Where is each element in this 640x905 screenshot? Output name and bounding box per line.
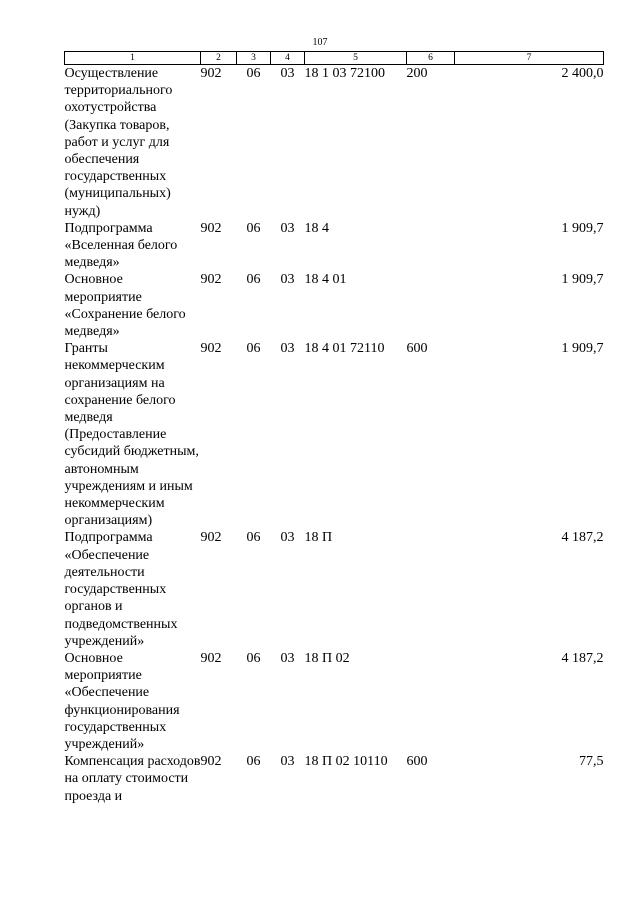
row-sum: 1 909,7 bbox=[561, 220, 604, 236]
row-subsection: 03 bbox=[280, 272, 295, 288]
table-header bbox=[65, 52, 604, 65]
row-section: 06 bbox=[246, 66, 261, 81]
row-name: Компенсация расходов на оплату стоимости проезда и bbox=[64, 754, 201, 804]
row-subsection: 03 bbox=[280, 754, 295, 770]
table-row bbox=[65, 529, 604, 649]
row-section: 06 bbox=[246, 220, 261, 236]
row-expense-type bbox=[407, 220, 455, 272]
table-body bbox=[65, 65, 604, 805]
row-section: 06 bbox=[246, 530, 261, 546]
row-target-article: 18 4 01 72110 bbox=[304, 341, 385, 357]
row-name: Подпрограмма «Обеспечение деятельности государственных органов и подведомственных учреждений» bbox=[64, 530, 178, 649]
row-expense-type: 600 bbox=[406, 341, 428, 357]
row-target-article: 18 4 bbox=[304, 220, 329, 236]
row-admin-code: 902 bbox=[200, 66, 222, 81]
row-admin-code: 902 bbox=[200, 341, 222, 357]
row-expense-type: 200 bbox=[406, 66, 428, 81]
row-target-article: 18 П 02 10110 bbox=[304, 754, 388, 770]
row-target-article: 18 П bbox=[304, 530, 333, 546]
row-section: 06 bbox=[246, 650, 261, 666]
row-sum: 1 909,7 bbox=[561, 272, 604, 288]
row-subsection: 03 bbox=[280, 530, 295, 546]
header-col-1: 1 bbox=[65, 52, 201, 65]
header-row bbox=[65, 52, 604, 65]
row-admin-code: 902 bbox=[200, 530, 222, 546]
row-admin-code: 902 bbox=[200, 272, 222, 288]
row-expense-type: 600 bbox=[406, 754, 428, 770]
row-sum: 77,5 bbox=[579, 754, 604, 770]
row-name: Основное мероприятие «Обеспечение функционирования государственных учреждений» bbox=[64, 650, 180, 752]
page-number: 107 bbox=[312, 37, 328, 48]
row-expense-type bbox=[407, 650, 455, 753]
row-sum: 4 187,2 bbox=[561, 650, 604, 666]
row-sum: 1 909,7 bbox=[561, 341, 604, 357]
table-row bbox=[65, 65, 604, 220]
header-col-3: 3 bbox=[237, 52, 271, 65]
row-name: Основное мероприятие «Сохранение белого медведя» bbox=[64, 272, 186, 340]
row-expense-type bbox=[407, 271, 455, 340]
table-row bbox=[65, 650, 604, 753]
row-admin-code: 902 bbox=[200, 220, 222, 236]
row-sum: 4 187,2 bbox=[561, 530, 604, 546]
row-name: Осуществление территориального охотустройства (Закупка товаров, работ и услуг для обеспечения государственных (муниципальных) нужд) bbox=[64, 66, 173, 219]
row-section: 06 bbox=[246, 754, 261, 770]
row-name: Гранты некоммерческим организациям на сохранение белого медведя (Предоставление субсидий бюджетным, автономным учреждениям и иным некоммерческим организациям) bbox=[64, 341, 199, 529]
header-col-2: 2 bbox=[201, 52, 237, 65]
budget-table bbox=[64, 51, 604, 805]
row-subsection: 03 bbox=[280, 341, 295, 357]
row-sum: 2 400,0 bbox=[561, 66, 604, 81]
row-subsection: 03 bbox=[280, 66, 295, 81]
table-row bbox=[65, 753, 604, 805]
row-target-article: 18 П 02 bbox=[304, 650, 350, 666]
table-row bbox=[65, 340, 604, 529]
row-section: 06 bbox=[246, 341, 261, 357]
row-section: 06 bbox=[246, 272, 261, 288]
header-col-5: 5 bbox=[305, 52, 407, 65]
row-name: Подпрограмма «Вселенная белого медведя» bbox=[64, 220, 178, 271]
table-row bbox=[65, 220, 604, 272]
row-expense-type bbox=[407, 529, 455, 649]
header-col-4: 4 bbox=[271, 52, 305, 65]
row-target-article: 18 4 01 bbox=[304, 272, 347, 288]
row-subsection: 03 bbox=[280, 220, 295, 236]
row-target-article: 18 1 03 72100 bbox=[304, 66, 385, 81]
header-col-6: 6 bbox=[407, 52, 455, 65]
header-col-7: 7 bbox=[455, 52, 604, 65]
row-admin-code: 902 bbox=[200, 650, 222, 666]
table-row bbox=[65, 271, 604, 340]
row-admin-code: 902 bbox=[200, 754, 222, 770]
row-subsection: 03 bbox=[280, 650, 295, 666]
